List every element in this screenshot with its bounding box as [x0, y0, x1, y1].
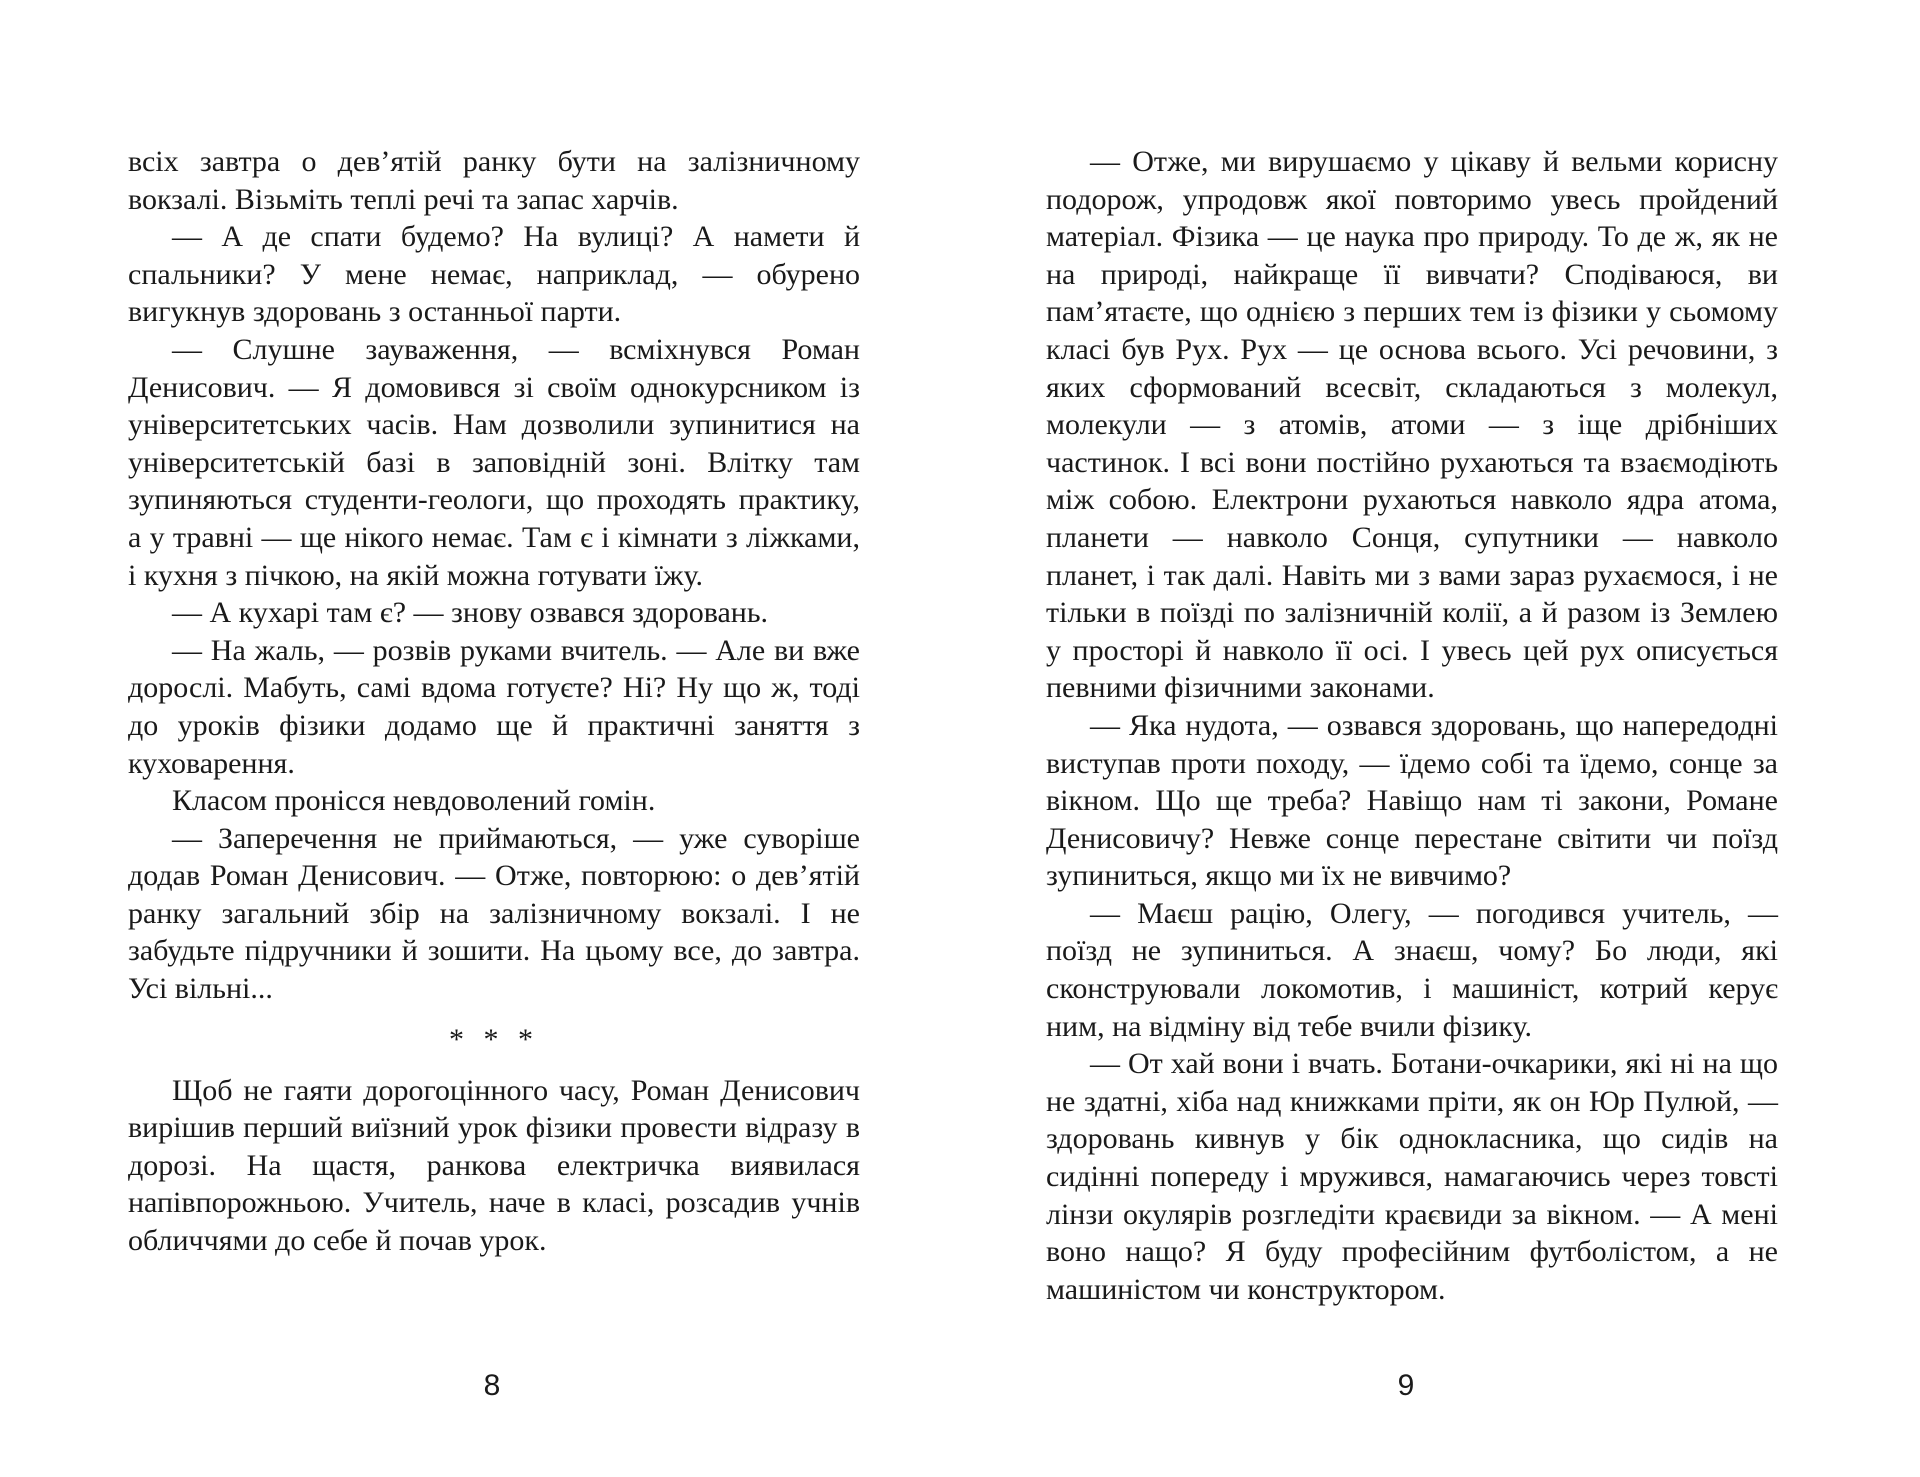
- paragraph: — Отже, ми вирушаємо у цікаву й вельми корисну подорож, упродовж якої повторимо увесь пройдений матеріал. Фізика — це наука про природу. То де ж, як не на природі, найкраще її вивчати? Сподіваюся, ви пам’ятаєте, що однією з перших тем із фізики у сьомому класі був Рух. Рух — це основа всього. Усі речовини, з яких сформований всесвіт, складаються з молекул, молекули — з атомів, атоми — з іще дрібніших частинок. І всі вони постійно рухаються та взаємодіють між собою. Електрони рухаються навколо ядра атома, планети — навколо Сонця, супутники — навколо планет, і так далі. Навіть ми з вами зараз рухаємося, і не тільки в поїзді по залізничній колії, а й разом із Землею у просторі й навколо її осі. І увесь цей рух описується певними фізичними законами.: [1046, 145, 1778, 705]
- right-page-text: [1046, 143, 1778, 1308]
- right-page: [960, 0, 1920, 1477]
- paragraph: — А кухарі там є? — знову озвався здоровань.: [172, 596, 769, 630]
- page-number: 8: [483, 1369, 501, 1402]
- page-number: 9: [1397, 1369, 1415, 1402]
- paragraph: Класом пронісся невдоволений гомін.: [172, 784, 656, 818]
- paragraph: — Яка нудота, — озвався здоровань, що напередодні виступав проти походу, — їдемо собі та їдемо, сонце за вікном. Що ще треба? Навіщо нам ті закони, Романе Денисовичу? Невже сонце перестане світити чи поїзд зупиниться, якщо ми їх не вивчимо?: [1046, 708, 1778, 893]
- section-separator: * * *: [449, 1022, 539, 1056]
- paragraph: — На жаль, — розвів руками вчитель. — Але ви вже дорослі. Мабуть, самі вдома готуєте? Ні? Ну що ж, тоді до уроків фізики додамо ще й практичні заняття з куховарення.: [128, 633, 860, 780]
- paragraph: — Слушне зауваження, — всміхнувся Роман Денисович. — Я домовився зі своїм однокурсником із університетських часів. Нам дозволили зупинитися на університетській базі в заповідній зоні. Влітку там зупиняються студенти-геологи, що проходять практику, а у травні — ще нікого немає. Там є і кімнати з ліжками, і кухня з пічкою, на якій можна готувати їжу.: [128, 332, 860, 592]
- paragraph: — От хай вони і вчать. Ботани-очкарики, які ні на що не здатні, хіба над книжками пріти, як он Юр Пулюй, — здоровань кивнув у бік однокласника, що сидів на сидінні попереду і мружився, намагаючись через товсті лінзи окулярів розгледіти краєвиди за вікном. — А мені воно нащо? Я буду професійним футболістом, а не машиністом чи конструктором.: [1046, 1047, 1778, 1306]
- paragraph: — Маєш рацію, Олегу, — погодився учитель, — поїзд не зупиниться. А знаєш, чому? Бо люди, які сконструювали локомотив, і машиніст, котрий керує ним, на відміну від тебе вчили фізику.: [1046, 896, 1778, 1043]
- paragraph: — А де спати будемо? На вулиці? А намети й спальники? У мене немає, наприклад, — обурено вигукнув здоровань з останньої парти.: [128, 220, 860, 329]
- left-page-text: [128, 143, 860, 1260]
- paragraph: всіх завтра о дев’ятій ранку бути на залізничному вокзалі. Візьміть теплі речі та запас харчів.: [128, 145, 860, 216]
- paragraph: Щоб не гаяти дорогоцінного часу, Роман Денисович вирішив перший виїзний урок фізики провести відразу в дорозі. На щастя, ранкова електричка виявилася напівпорожньою. Учитель, наче в класі, розсадив учнів обличчями до себе й почав урок.: [128, 1073, 860, 1258]
- paragraph: — Заперечення не приймаються, — уже суворіше додав Роман Денисович. — Отже, повторюю: о дев’ятій ранку загальний збір на залізничному вокзалі. І не забудьте підручники й зошити. На цьому все, до завтра. Усі вільні...: [128, 821, 860, 1006]
